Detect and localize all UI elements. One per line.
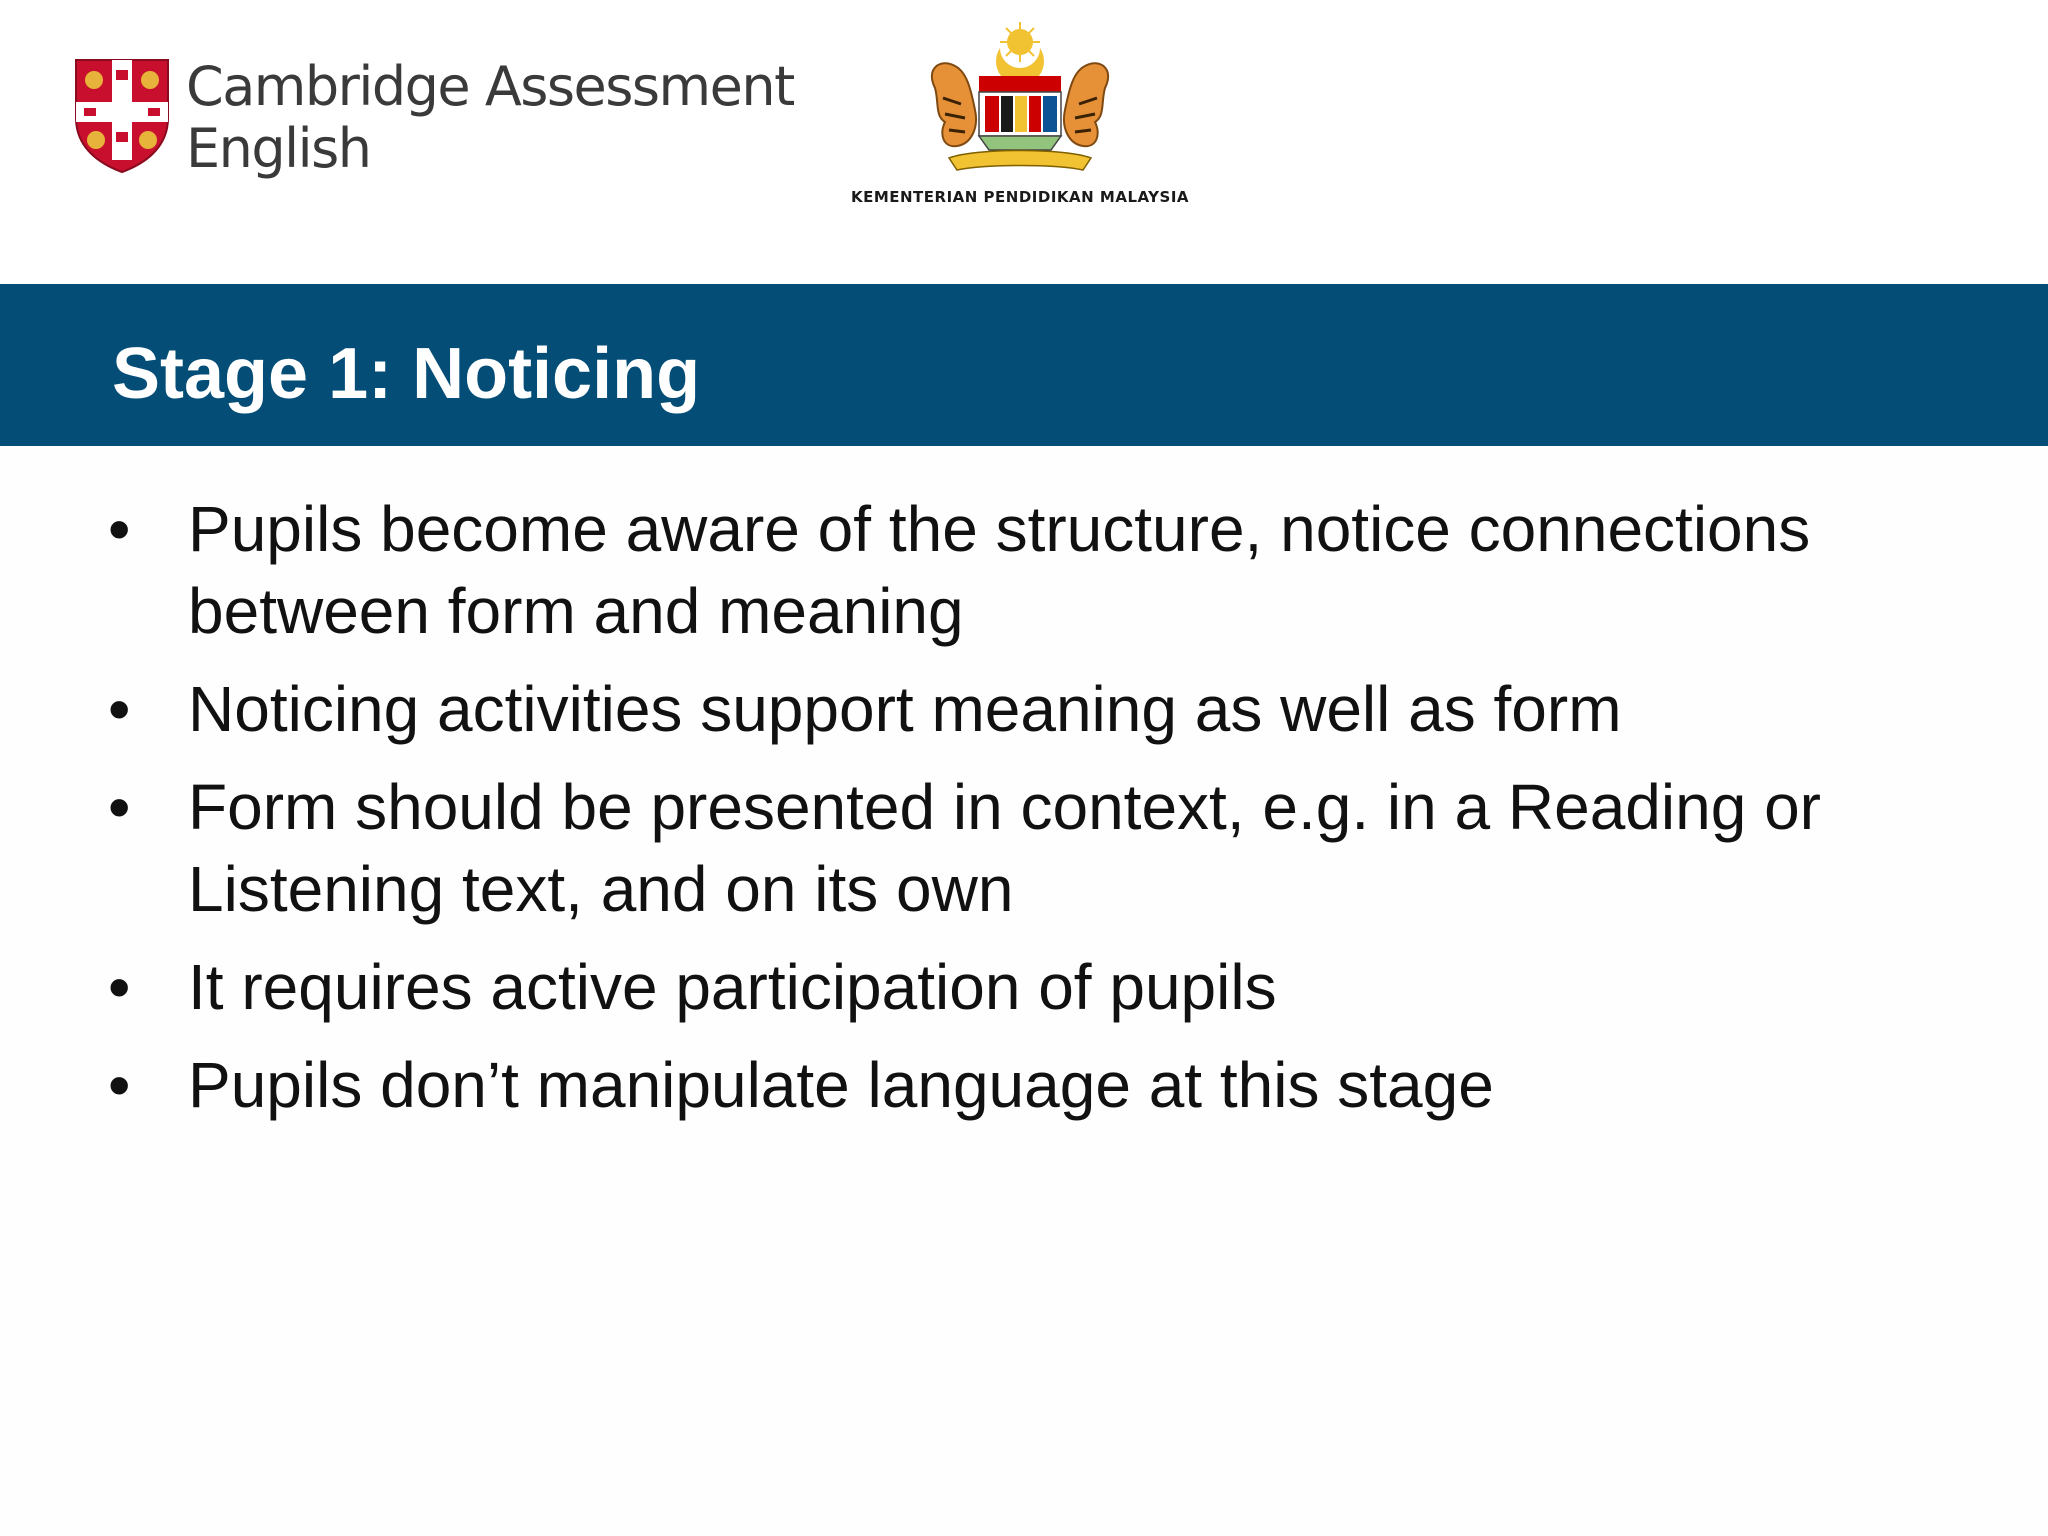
bullet-item xyxy=(108,946,1988,1028)
bullet-item xyxy=(108,766,1988,930)
cambridge-line-2: English xyxy=(186,117,371,180)
bullet-item xyxy=(108,668,1988,750)
ministry-caption: KEMENTERIAN PENDIDIKAN MALAYSIA xyxy=(850,188,1190,206)
bullet-list xyxy=(108,488,1988,1142)
bullet-text: Noticing activities support meaning as well as form xyxy=(188,673,1622,745)
bullet-text: Pupils become aware of the structure, notice connections between form and meaning xyxy=(188,493,1811,647)
cambridge-line-1: Cambridge Assessment xyxy=(186,55,794,118)
bullet-marker: • xyxy=(108,673,131,745)
slide-title: Stage 1: Noticing xyxy=(112,334,701,414)
bullet-marker: • xyxy=(108,1049,131,1121)
bullet-text: Pupils don’t manipulate language at this stage xyxy=(188,1049,1494,1121)
bullet-marker: • xyxy=(108,771,131,843)
title-bar xyxy=(0,284,2048,446)
bullet-marker: • xyxy=(108,951,131,1023)
logo-header xyxy=(0,0,2048,284)
bullet-text: Form should be presented in context, e.g. in a Reading or Listening text, and on its own xyxy=(188,771,1821,925)
cambridge-wordmark xyxy=(186,56,794,180)
cambridge-assessment-logo xyxy=(72,56,794,180)
cambridge-shield-icon xyxy=(72,56,172,174)
bullet-text: It requires active participation of pupils xyxy=(188,951,1277,1023)
bullet-item xyxy=(108,488,1988,652)
bullet-marker: • xyxy=(108,493,131,565)
bullet-item xyxy=(108,1044,1988,1126)
malaysia-coat-of-arms-icon xyxy=(905,18,1135,182)
ministry-education-malaysia-logo xyxy=(840,18,1200,218)
